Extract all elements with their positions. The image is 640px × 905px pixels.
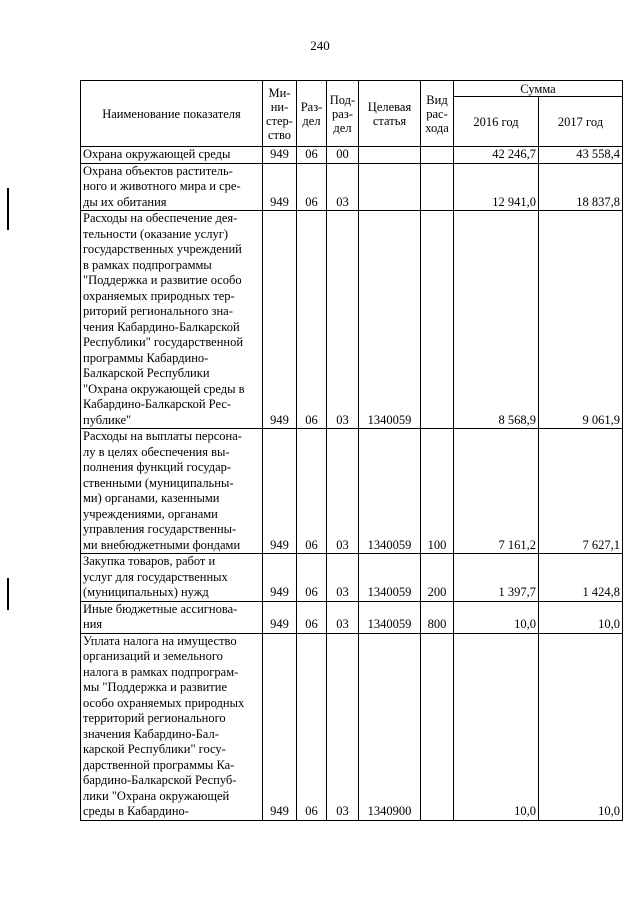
row-section: 06 <box>297 601 327 633</box>
row-type <box>421 147 454 164</box>
header-subsection: Под- раз- дел <box>327 81 359 147</box>
page-number: 240 <box>310 38 330 53</box>
budget-table <box>80 80 623 821</box>
row-sum-2016: 1 397,7 <box>454 554 539 602</box>
row-name: Закупка товаров, работ и услуг для государственных (муниципальных) нужд <box>81 554 263 602</box>
row-subsection: 03 <box>327 554 359 602</box>
header-ministry: Ми- ни- стер- ство <box>263 81 297 147</box>
row-sum-2016: 10,0 <box>454 633 539 820</box>
row-type: 800 <box>421 601 454 633</box>
row-section: 06 <box>297 211 327 429</box>
row-target <box>359 163 421 211</box>
row-ministry: 949 <box>263 147 297 164</box>
table-row <box>81 554 623 602</box>
row-section: 06 <box>297 633 327 820</box>
row-subsection: 03 <box>327 163 359 211</box>
row-sum-2017: 10,0 <box>539 633 623 820</box>
row-name: Расходы на выплаты персона- лу в целях обеспечения вы- полнения функций государ- ственными (муниципальны- ми) органами, казенными учреждениями, органами управления государственны- ми внебюджетными фондами <box>81 429 263 554</box>
row-subsection: 03 <box>327 429 359 554</box>
row-target: 1340059 <box>359 554 421 602</box>
row-ministry: 949 <box>263 163 297 211</box>
row-ministry: 949 <box>263 554 297 602</box>
row-name: Охрана окружающей среды <box>81 147 263 164</box>
table-row <box>81 429 623 554</box>
row-sum-2017: 43 558,4 <box>539 147 623 164</box>
header-expense-type: Вид рас- хода <box>421 81 454 147</box>
row-sum-2017: 7 627,1 <box>539 429 623 554</box>
row-sum-2017: 18 837,8 <box>539 163 623 211</box>
row-section: 06 <box>297 429 327 554</box>
row-subsection: 03 <box>327 633 359 820</box>
row-subsection: 03 <box>327 601 359 633</box>
row-name: Уплата налога на имущество организаций и земельного налога в рамках подпрограм- мы "Поддержка и развитие особо охраняемых природных территорий регионального значения Кабардино-Бал- карской Республики" госу- дарственной программы Ка- бардино-Балкарской Респуб- лики "Охрана окружающей среды в Кабардино- <box>81 633 263 820</box>
row-name: Расходы на обеспечение дея- тельности (оказание услуг) государственных учреждений в рамках подпрограммы "Поддержка и развитие особо охраняемых природных тер- риторий регионального зна- чения Кабардино-Балкарской Республики" государственной программы Кабардино- Балкарской Республики "Охрана окружающей среды в Кабардино-Балкарской Рес- публике" <box>81 211 263 429</box>
header-sum: Сумма <box>454 81 623 97</box>
row-subsection: 03 <box>327 211 359 429</box>
row-sum-2016: 7 161,2 <box>454 429 539 554</box>
row-sum-2016: 12 941,0 <box>454 163 539 211</box>
row-section: 06 <box>297 147 327 164</box>
table-row <box>81 601 623 633</box>
row-ministry: 949 <box>263 633 297 820</box>
row-sum-2016: 42 246,7 <box>454 147 539 164</box>
row-sum-2017: 9 061,9 <box>539 211 623 429</box>
header-year-2017: 2017 год <box>539 97 623 147</box>
row-type <box>421 163 454 211</box>
row-sum-2016: 8 568,9 <box>454 211 539 429</box>
table-row <box>81 163 623 211</box>
row-name: Иные бюджетные ассигнова- ния <box>81 601 263 633</box>
row-target: 1340059 <box>359 429 421 554</box>
row-target <box>359 147 421 164</box>
row-type: 200 <box>421 554 454 602</box>
row-target: 1340059 <box>359 601 421 633</box>
margin-mark <box>7 578 9 610</box>
row-type: 100 <box>421 429 454 554</box>
row-name: Охрана объектов раститель- ного и животного мира и сре- ды их обитания <box>81 163 263 211</box>
row-target: 1340900 <box>359 633 421 820</box>
header-section: Раз- дел <box>297 81 327 147</box>
table-row <box>81 211 623 429</box>
row-target: 1340059 <box>359 211 421 429</box>
row-sum-2017: 1 424,8 <box>539 554 623 602</box>
row-ministry: 949 <box>263 211 297 429</box>
row-subsection: 00 <box>327 147 359 164</box>
row-section: 06 <box>297 163 327 211</box>
header-target: Целевая статья <box>359 81 421 147</box>
row-sum-2017: 10,0 <box>539 601 623 633</box>
margin-mark <box>7 188 9 230</box>
row-type <box>421 633 454 820</box>
row-section: 06 <box>297 554 327 602</box>
header-name: Наименование показателя <box>81 81 263 147</box>
row-ministry: 949 <box>263 429 297 554</box>
table-row <box>81 147 623 164</box>
table-row <box>81 633 623 820</box>
row-sum-2016: 10,0 <box>454 601 539 633</box>
header-year-2016: 2016 год <box>454 97 539 147</box>
row-ministry: 949 <box>263 601 297 633</box>
row-type <box>421 211 454 429</box>
